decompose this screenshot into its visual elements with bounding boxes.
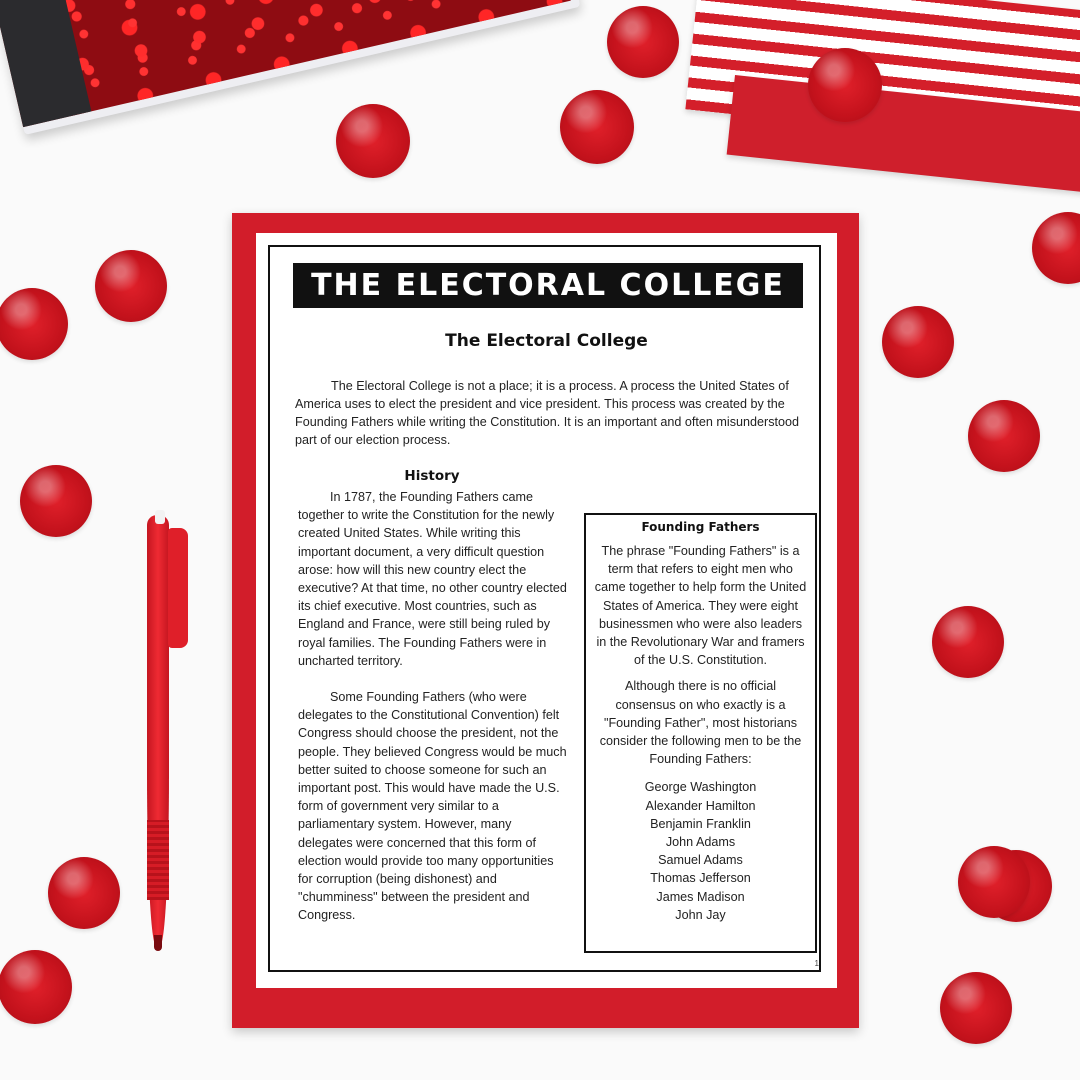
- pencil-eraser: [155, 510, 165, 524]
- history-paragraph: Some Founding Fathers (who were delegates to the Constitutional Convention) felt Congress should choose the president, not the people. They believed Congress would be much better suited to choose someone for such an important post. This would have made the U.S. form of government very similar to a parliamentary system. However, many delegates were concerned that this form of election would provide too many opportunities for corruption (being dishonest) and "chumminess" between the president and Congress.: [298, 690, 567, 923]
- pencil-clip: [168, 528, 188, 648]
- list-item: Samuel Adams: [658, 853, 743, 868]
- title-banner: THE ELECTORAL COLLEGE: [293, 263, 803, 308]
- list-item: James Madison: [656, 889, 745, 904]
- composition-notebook: [0, 0, 580, 135]
- list-item: George Washington: [644, 780, 757, 795]
- glitter-dot: [20, 465, 92, 537]
- glitter-dot: [968, 400, 1040, 472]
- pencil-point: [154, 935, 162, 951]
- history-heading: History: [404, 468, 460, 484]
- page-title: The Electoral College: [445, 331, 648, 351]
- founding-fathers-list: [586, 778, 815, 924]
- list-item: Benjamin Franklin: [650, 816, 751, 831]
- glitter-dot: [808, 48, 882, 122]
- glitter-dot: [932, 606, 1004, 678]
- list-item: John Jay: [675, 907, 726, 922]
- pencil-grip: [147, 820, 169, 900]
- glitter-dot: [0, 950, 72, 1024]
- founding-fathers-box: [584, 513, 817, 953]
- intro-paragraph: The Electoral College is not a place; it is a process. A process the United States of America uses to elect the president and vice president. This process was created by the Founding Fathers while writing the Constitution. It is an important and often misunderstood part of our election process.: [295, 379, 800, 447]
- list-item: John Adams: [665, 835, 736, 850]
- glitter-dot: [882, 306, 954, 378]
- list-item: Alexander Hamilton: [645, 798, 756, 813]
- sidebar-title: Founding Fathers: [641, 520, 760, 534]
- page-number: 1: [814, 959, 819, 968]
- worksheet-page: [256, 233, 837, 988]
- glitter-dot: [48, 857, 120, 929]
- history-paragraph: In 1787, the Founding Fathers came together to write the Constitution for the newly created United States. While writing this important document, a very difficult question arose: how will this new country elect the executive? At that time, no other country elected its chief executive. Most countries, such as England and France, were still being ruled by royal families. The Founding Fathers were in uncharted territory.: [298, 490, 567, 668]
- glitter-dot: [940, 972, 1012, 1044]
- glitter-dot: [1032, 212, 1080, 284]
- history-section: [298, 488, 568, 943]
- glitter-dot: [958, 846, 1030, 918]
- glitter-dot: [336, 104, 410, 178]
- glitter-dot: [95, 250, 167, 322]
- glitter-dot: [560, 90, 634, 164]
- glitter-dot: [607, 6, 679, 78]
- sidebar-paragraph: Although there is no official consensus on who exactly is a "Founding Father", most historians consider the following men to be the Founding Fathers:: [599, 679, 802, 767]
- list-item: Thomas Jefferson: [650, 871, 751, 886]
- sidebar-paragraph: The phrase "Founding Fathers" is a term that refers to eight men who came together to help form the United States of America. They were eight businessmen who were also leaders in the Revolutionary War and framers of the U.S. Constitution.: [594, 544, 807, 668]
- glitter-dot: [0, 288, 68, 360]
